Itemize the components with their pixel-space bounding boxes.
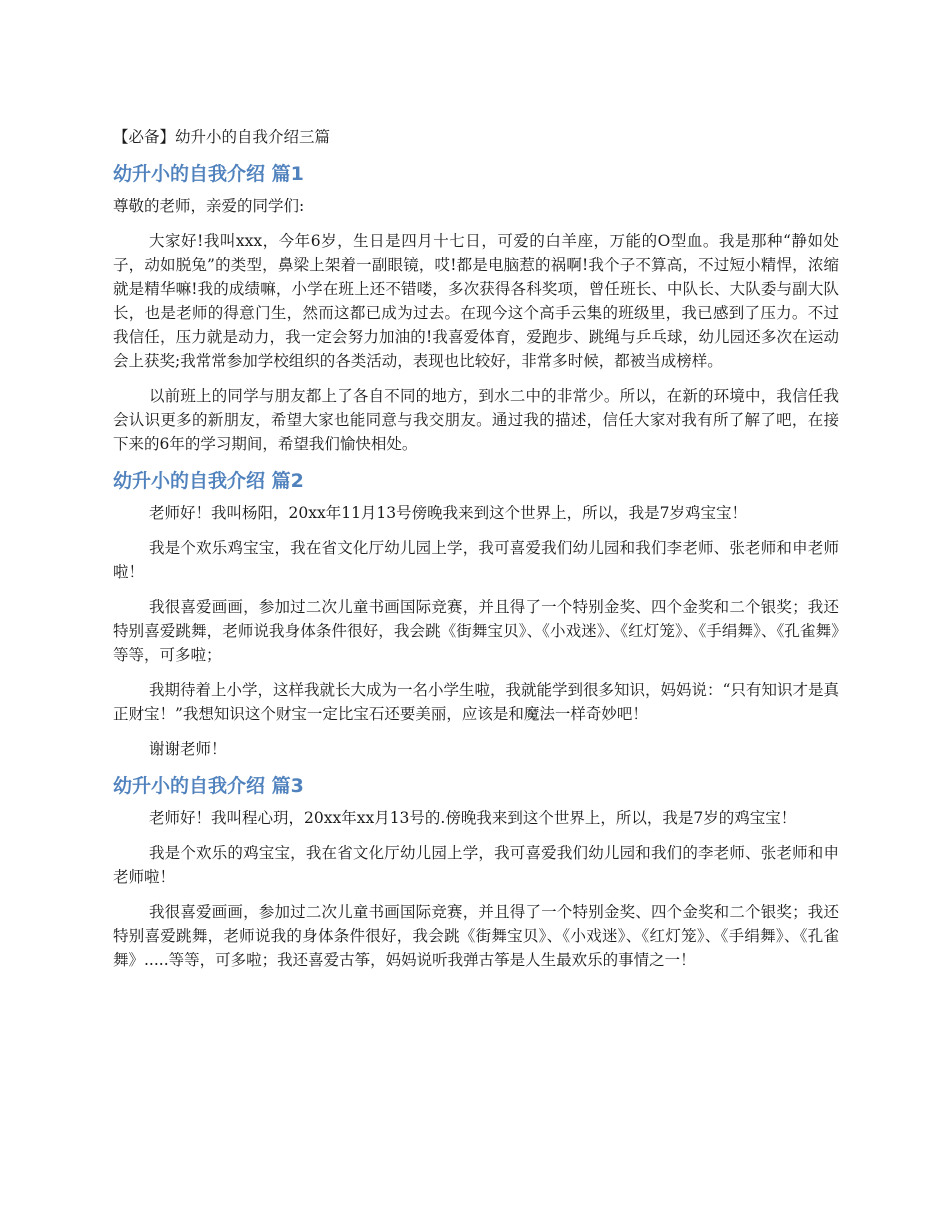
section-heading: 幼升小的自我介绍 篇1 <box>113 163 304 185</box>
document-title: 【必备】幼升小的自我介绍三篇 <box>113 128 331 146</box>
paragraph: 大家好!我叫xxx，今年6岁，生日是四月十七日，可爱的白羊座，万能的O型血。我是那种“静如处子，动如脱兔”的类型，鼻梁上架着一副眼镜，哎!都是电脑惹的祸啊!我个子不算高，不过短小精悍，浓缩就是精华嘛!我的成绩嘛，小学在班上还不错喽，多次获得各科奖项，曾任班长、中队长、大队委与副大队长，也是老师的得意门生，然而这都已成为过去。在现今这个高手云集的班级里，我已感到了压力。不过我信任，压力就是动力，我一定会努力加油的!我喜爱体育，爱跑步、跳绳与乒乓球，幼儿园还多次在运动会上获奖;我常常参加学校组织的各类活动，表现也比较好，非常多时候，都被当成榜样。 <box>113 232 839 370</box>
paragraph: 我期待着上小学，这样我就长大成为一名小学生啦，我就能学到很多知识，妈妈说：“只有知识才是真正财宝！”我想知识这个财宝一定比宝石还要美丽，应该是和魔法一样奇妙吧！ <box>113 681 839 723</box>
section-1 <box>113 160 839 456</box>
paragraph: 我是个欢乐鸡宝宝，我在省文化厅幼儿园上学，我可喜爱我们幼儿园和我们李老师、张老师和申老师啦！ <box>113 539 839 581</box>
section-heading: 幼升小的自我介绍 篇3 <box>113 775 304 797</box>
paragraph: 我很喜爱画画，参加过二次儿童书画国际竞赛，并且得了一个特别金奖、四个金奖和二个银奖；我还特别喜爱跳舞，老师说我的身体条件很好，我会跳《街舞宝贝》、《小戏迷》、《红灯笼》、《手绢舞》、《孔雀舞》.....等等，可多啦；我还喜爱古筝，妈妈说听我弹古筝是人生最欢乐的事情之一！ <box>113 903 839 969</box>
document-page <box>113 124 839 983</box>
paragraph: 老师好！我叫杨阳，20xx年11月13号傍晚我来到这个世界上，所以，我是7岁鸡宝宝！ <box>149 504 748 522</box>
paragraph: 谢谢老师！ <box>149 740 227 758</box>
paragraph: 我是个欢乐的鸡宝宝，我在省文化厅幼儿园上学，我可喜爱我们幼儿园和我们的李老师、张老师和申老师啦！ <box>113 844 839 886</box>
paragraph: 以前班上的同学与朋友都上了各自不同的地方，到水二中的非常少。所以，在新的环境中，我信任我会认识更多的新朋友，希望大家也能同意与我交朋友。通过我的描述，信任大家对我有所了解了吧，在接下来的6年的学习期间，希望我们愉快相处。 <box>113 387 839 453</box>
paragraph: 我很喜爱画画，参加过二次儿童书画国际竞赛，并且得了一个特别金奖、四个金奖和二个银奖；我还特别喜爱跳舞，老师说我身体条件很好，我会跳《街舞宝贝》、《小戏迷》、《红灯笼》、《手绢舞》、《孔雀舞》等等，可多啦； <box>113 598 839 664</box>
section-heading: 幼升小的自我介绍 篇2 <box>113 470 304 492</box>
paragraph: 老师好！我叫程心玥，20xx年xx月13号的.傍晚我来到这个世界上，所以，我是7岁的鸡宝宝！ <box>149 809 797 827</box>
section-3 <box>113 772 839 972</box>
section-2 <box>113 467 839 761</box>
paragraph: 尊敬的老师，亲爱的同学们: <box>113 197 305 215</box>
